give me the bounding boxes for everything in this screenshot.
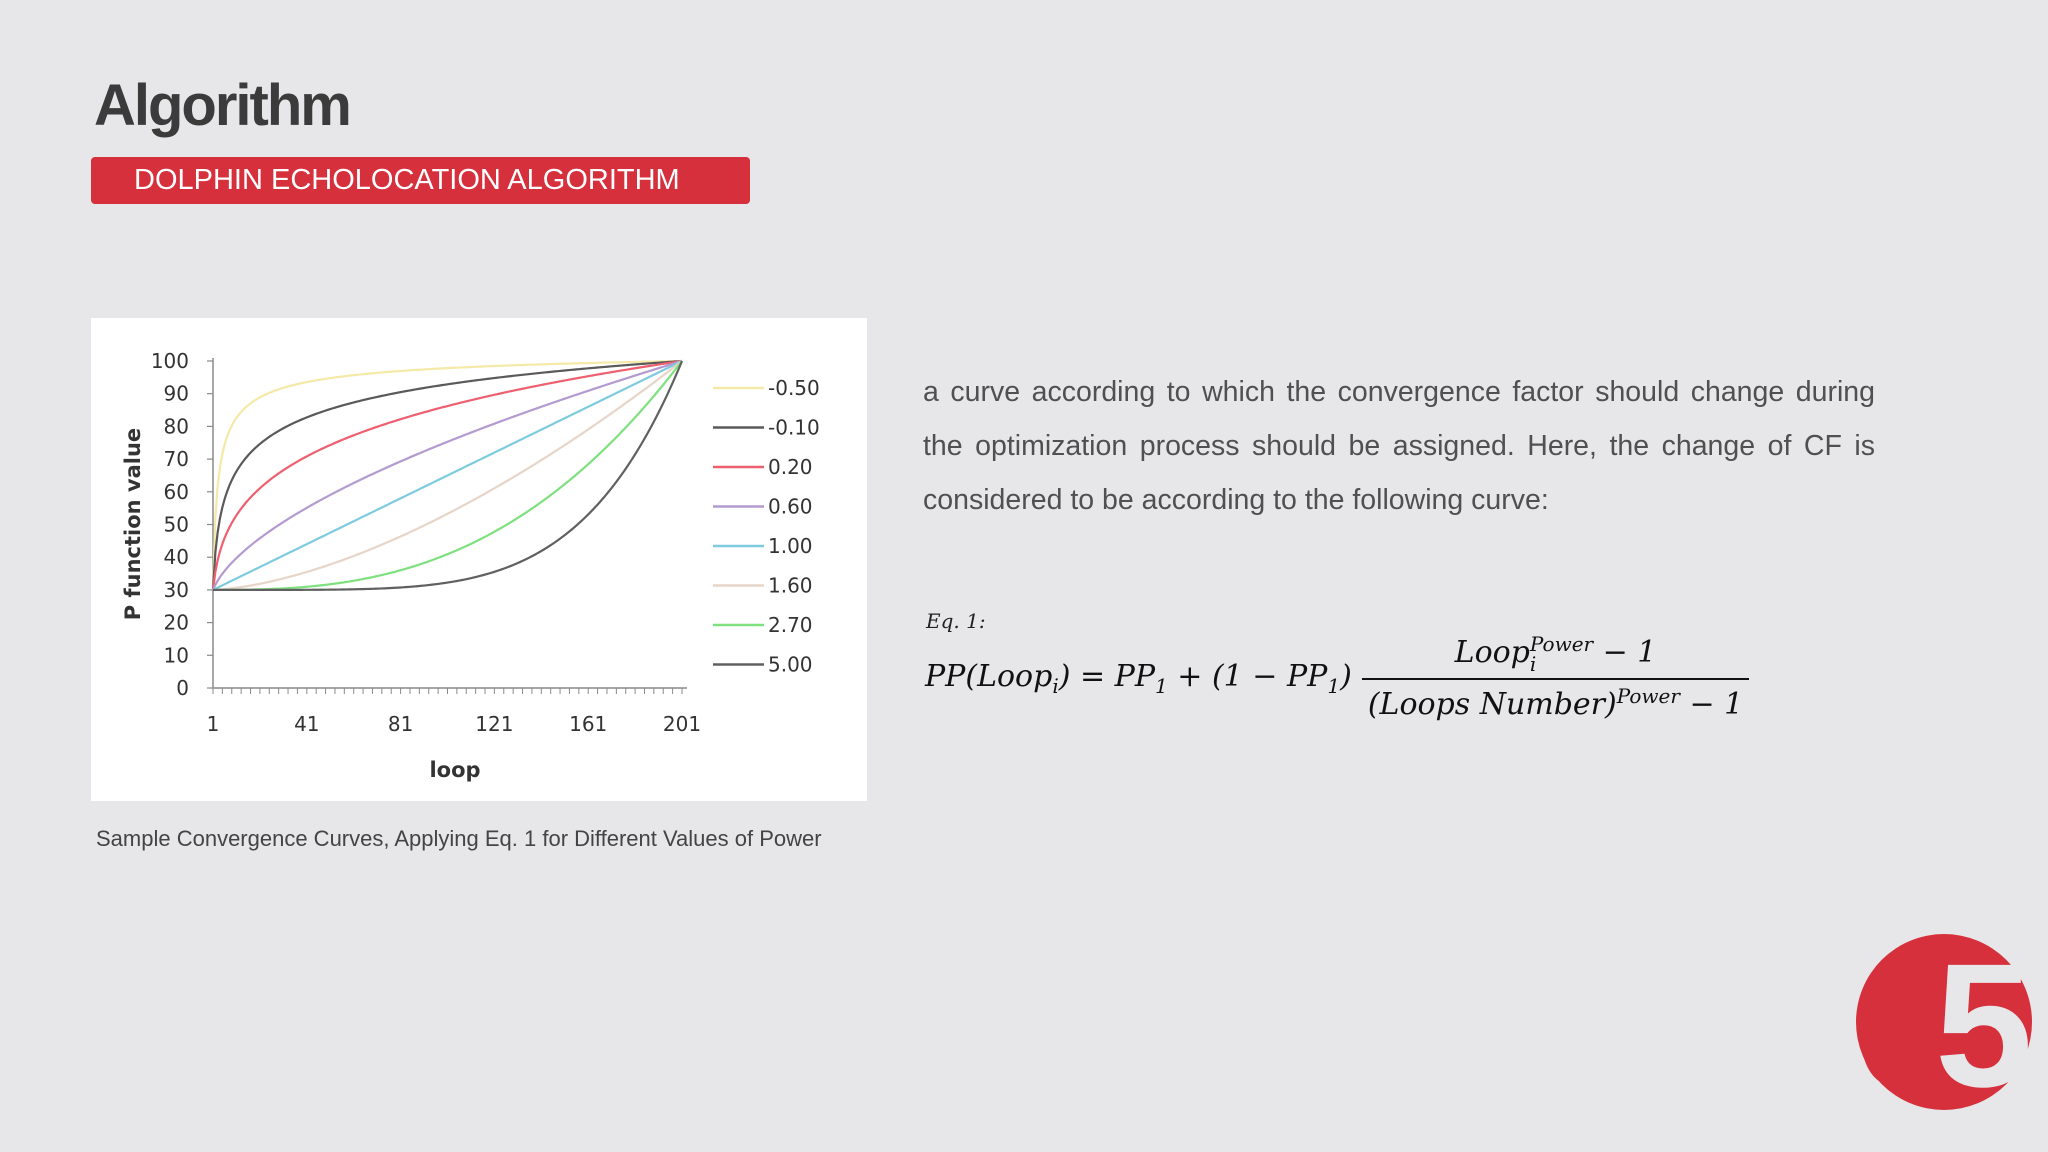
eq-num-sub: i	[1529, 652, 1537, 676]
x-tick-label: 81	[387, 712, 414, 736]
x-tick-label: 121	[475, 712, 514, 736]
y-tick-label: 0	[176, 676, 189, 700]
eq-den-base: (Loops Number)	[1367, 687, 1617, 722]
eq-lhs-tail: ) = PP	[1058, 658, 1156, 694]
legend-label: 5.00	[768, 652, 813, 677]
legend-label: 0.60	[768, 494, 813, 519]
eq-middle-tail: )	[1340, 658, 1352, 694]
page-number-digit: 0	[1853, 928, 1935, 1124]
page-number-digit: 5	[1934, 928, 2017, 1124]
page-number	[1853, 926, 2017, 1126]
chart-svg	[91, 318, 867, 801]
equation-label: Eq. 1:	[926, 609, 986, 633]
series-line-1.00	[213, 361, 682, 590]
section-banner: DOLPHIN ECHOLOCATION ALGORITHM	[91, 157, 750, 204]
x-tick-label: 1	[206, 712, 220, 736]
eq-num-base: Loop	[1454, 635, 1530, 670]
legend-label: 2.70	[768, 613, 813, 637]
eq-pp-sub: 1	[1155, 673, 1168, 698]
y-tick-label: 60	[163, 479, 189, 504]
body-paragraph: a curve according to which the convergence factor should change during the optimization process should be assigned. Here, the change of CF is considered to be according to the following curve:	[923, 376, 1875, 516]
equation	[925, 634, 1749, 722]
y-tick-label: 10	[163, 643, 189, 668]
eq-lhs-text: PP(Loop	[925, 658, 1053, 694]
eq-middle-sub: 1	[1327, 673, 1341, 698]
y-tick-label: 90	[163, 381, 189, 406]
y-tick-label: 40	[163, 545, 189, 570]
legend-label: 1.60	[768, 573, 813, 598]
legend-label: -0.50	[768, 376, 820, 400]
legend-label: -0.10	[768, 415, 820, 440]
y-tick-label: 70	[163, 447, 189, 472]
x-tick-label: 41	[294, 712, 320, 736]
equation-denominator	[1362, 678, 1749, 722]
x-tick-label: 201	[662, 712, 702, 736]
legend-label: 0.20	[768, 455, 813, 479]
legend-label: 1.00	[768, 534, 813, 558]
eq-den-sup: Power	[1616, 684, 1680, 708]
equation-numerator	[1445, 634, 1667, 678]
y-tick-label: 100	[150, 349, 189, 373]
eq-middle: + (1 − PP	[1167, 658, 1328, 694]
chart-caption: Sample Convergence Curves, Applying Eq. 1 for Different Values of Power	[96, 826, 822, 851]
eq-lhs-sub: i	[1052, 673, 1059, 698]
eq-den-tail: − 1	[1679, 687, 1744, 722]
y-tick-label: 80	[163, 414, 189, 439]
slide-title: Algorithm	[94, 73, 350, 138]
eq-num-tail: − 1	[1593, 635, 1657, 670]
y-tick-label: 30	[163, 577, 189, 602]
y-tick-label: 20	[163, 610, 189, 635]
x-axis-title: loop	[429, 758, 481, 782]
y-tick-label: 50	[163, 512, 189, 537]
convergence-chart	[91, 318, 867, 801]
x-tick-label: 161	[569, 712, 608, 736]
page-number-text	[1853, 928, 2017, 1124]
eq-num-sup: Power	[1529, 632, 1594, 656]
equation-fraction	[1362, 634, 1749, 722]
y-axis-title: P function value	[121, 427, 145, 621]
equation-lhs	[925, 659, 1358, 698]
